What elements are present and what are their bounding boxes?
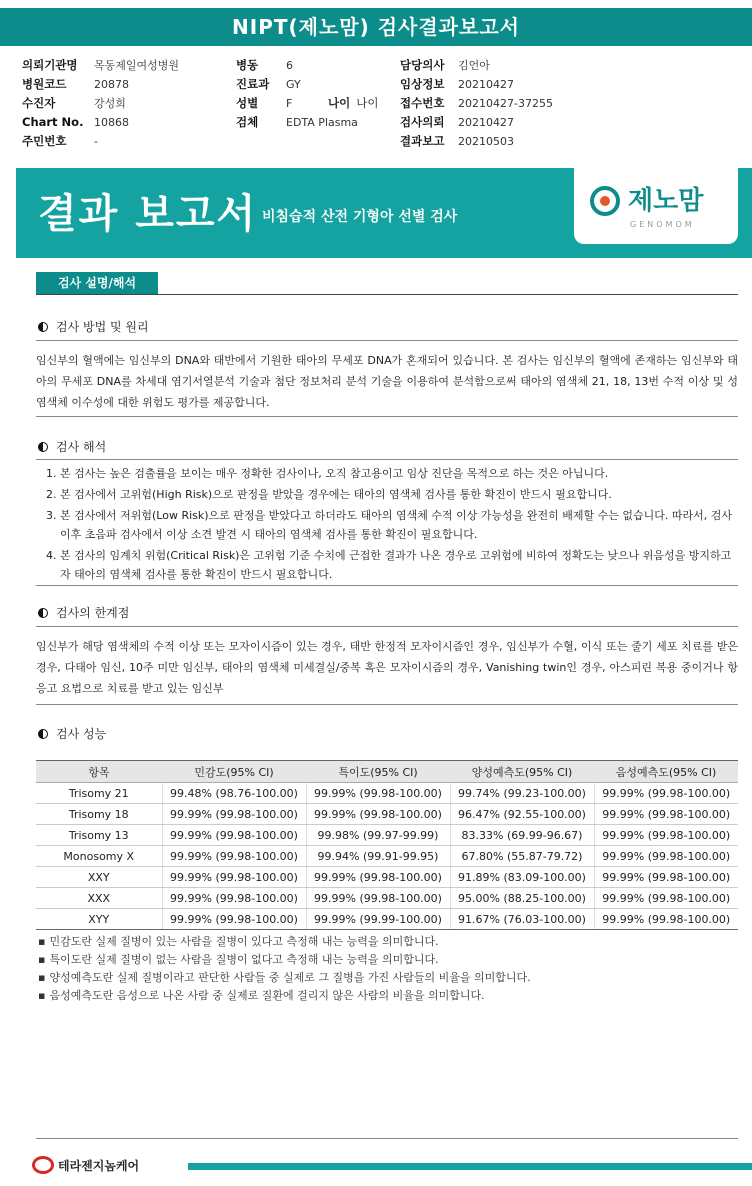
divider <box>36 416 738 417</box>
cell: XXX <box>36 888 162 909</box>
genomom-logo <box>574 168 738 244</box>
info-column-1 <box>22 56 179 151</box>
cell: 99.99% (99.98-100.00) <box>162 888 306 909</box>
cell: 83.33% (69.99-96.67) <box>450 825 594 846</box>
footer-logo <box>32 1156 139 1176</box>
cell: 99.99% (99.98-100.00) <box>594 867 738 888</box>
list-item: 2. 본 검사에서 고위험(High Risk)으로 판정을 받았을 경우에는 태아의 염색체 검사를 통한 확진이 반드시 필요합니다. <box>46 488 612 501</box>
method-text: 임신부의 혈액에는 임신부의 DNA와 태반에서 기원한 태아의 무세포 DNA가 혼재되어 있습니다. 본 검사는 임신부의 혈액에 존재하는 임신부와 태아의 무세포 DNA를 차세대 염기서열분석 기술과 첨단 정보처리 분석 기술을 이용하여 분석함으로써 태아의 염색체 21, 18, 13번 수적 이상 및 성염색체 이수성에 대한 위험도 평가를 제공합니다. <box>36 354 738 409</box>
cell: 99.99% (99.98-100.00) <box>162 909 306 930</box>
info-column-3 <box>400 56 553 151</box>
section-tab: 검사 설명/해석 <box>36 272 158 294</box>
cell: XXY <box>36 867 162 888</box>
note-item: ▪ 양성예측도란 실제 질병이라고 판단한 사람들 중 실제로 그 질병을 가진 사람들의 비율을 의미합니다. <box>38 969 531 987</box>
cell: 99.99% (99.99-100.00) <box>306 909 450 930</box>
cell: 99.99% (99.98-100.00) <box>306 867 450 888</box>
half-circle-icon <box>38 322 48 332</box>
method-heading: 검사 방법 및 원리 <box>38 318 149 335</box>
table-header-row <box>36 761 738 783</box>
column-header: 민감도(95% CI) <box>162 761 306 783</box>
table-row <box>36 846 738 867</box>
cell: 99.99% (99.98-100.00) <box>594 804 738 825</box>
cell: 99.99% (99.98-100.00) <box>162 846 306 867</box>
logo-text: 제노맘 <box>628 186 704 216</box>
report-title: NIPT(제노맘) 검사결과보고서 <box>0 8 752 46</box>
info-row: 성별 F <box>236 96 293 110</box>
age-field: 나이 나이 <box>328 96 379 110</box>
limitations-heading: 검사의 한계점 <box>38 604 129 621</box>
cell: 99.99% (99.98-100.00) <box>594 825 738 846</box>
result-banner <box>16 168 752 258</box>
cell: Trisomy 18 <box>36 804 162 825</box>
banner-title: 결과 보고서 <box>38 191 258 237</box>
cell: 99.99% (99.98-100.00) <box>594 846 738 867</box>
table-row <box>36 909 738 930</box>
interpretation-list <box>46 464 736 586</box>
cell: 99.99% (99.98-100.00) <box>594 888 738 909</box>
divider <box>36 294 738 295</box>
cell: 99.99% (99.98-100.00) <box>306 888 450 909</box>
column-header: 특이도(95% CI) <box>306 761 450 783</box>
limitations-text: 임신부가 해당 염색체의 수적 이상 또는 모자이시즘이 있는 경우, 태반 한정적 모자이시즘인 경우, 임신부가 수혈, 이식 또는 줄기 세포 치료를 받은 경우, 다태아 임신, 10주 미만 임신부, 태아의 염색체 미세결실/중복 혹은 모자이시즘의 경우, Vanishing twin인 경우, 아스피린 복용 중이거나 항 응고 요법으로 치료를 받고 있는 임신부 <box>36 640 738 695</box>
performance-notes <box>38 933 531 1005</box>
column-header: 음성예측도(95% CI) <box>594 761 738 783</box>
cell: 96.47% (92.55-100.00) <box>450 804 594 825</box>
note-item: ▪ 음성예측도란 음성으로 나온 사람 중 실제로 질환에 걸리지 않은 사람의 비율을 의미합니다. <box>38 987 531 1005</box>
performance-heading: 검사 성능 <box>38 725 106 742</box>
note-item: ▪ 민감도란 실제 질병이 있는 사람을 질병이 있다고 측정해 내는 능력을 의미합니다. <box>38 933 531 951</box>
cell: 99.48% (98.76-100.00) <box>162 783 306 804</box>
footer-company: 테라젠지놈케어 <box>58 1158 140 1173</box>
list-item: 3. 본 검사에서 저위험(Low Risk)으로 판정을 받았다고 하더라도 태아의 염색체 수적 이상 가능성을 완전히 배제할 수는 없습니다. 따라서, 검사 이후 초음파 검사에서 이상 소견 발견 시 태아의 염색체 검사를 통한 확진이 필요합니다. <box>46 509 733 541</box>
divider <box>36 626 738 627</box>
cell: Trisomy 13 <box>36 825 162 846</box>
cell: Monosomy X <box>36 846 162 867</box>
info-row: 임상정보 20210427 <box>400 77 514 91</box>
divider <box>36 340 738 341</box>
performance-table <box>36 760 738 930</box>
table-row <box>36 867 738 888</box>
note-item: ▪ 특이도란 실제 질병이 없는 사람을 질병이 없다고 측정해 내는 능력을 의미합니다. <box>38 951 531 969</box>
cell: 91.89% (83.09-100.00) <box>450 867 594 888</box>
genomom-logo-icon <box>590 186 620 216</box>
info-row: 의뢰기관명 목동제일여성병원 <box>22 58 180 72</box>
info-row: 병원코드 20878 <box>22 77 129 91</box>
cell: 99.99% (99.98-100.00) <box>306 804 450 825</box>
cell: 99.99% (99.98-100.00) <box>162 867 306 888</box>
banner-subtitle: 비침습적 산전 기형아 선별 검사 <box>262 209 458 225</box>
footer-bar <box>188 1163 752 1170</box>
cell: XYY <box>36 909 162 930</box>
table-row <box>36 804 738 825</box>
cell: 99.99% (99.98-100.00) <box>162 804 306 825</box>
cell: Trisomy 21 <box>36 783 162 804</box>
cell: 99.99% (99.98-100.00) <box>594 909 738 930</box>
cell: 91.67% (76.03-100.00) <box>450 909 594 930</box>
divider <box>36 585 738 586</box>
cell: 99.74% (99.23-100.00) <box>450 783 594 804</box>
table-row <box>36 825 738 846</box>
column-header: 항목 <box>36 761 162 783</box>
info-row: 검체 EDTA Plasma <box>236 115 358 129</box>
logo-eng: GENOMOM <box>630 220 695 229</box>
info-row: 주민번호 - <box>22 134 98 148</box>
info-row: 병동 6 <box>236 58 293 72</box>
divider <box>36 1138 738 1139</box>
half-circle-icon <box>38 608 48 618</box>
half-circle-icon <box>38 442 48 452</box>
table-row <box>36 888 738 909</box>
half-circle-icon <box>38 729 48 739</box>
info-row: 진료과 GY <box>236 77 301 91</box>
cell: 99.99% (99.98-100.00) <box>306 783 450 804</box>
theragen-logo-icon <box>32 1156 54 1174</box>
info-row: 검사의뢰 20210427 <box>400 115 514 129</box>
divider <box>36 459 738 460</box>
info-row: 결과보고 20210503 <box>400 134 514 148</box>
list-item: 4. 본 검사의 임계치 위험(Critical Risk)은 고위험 기준 수치에 근접한 결과가 나온 경우로 고위험에 비하여 정확도는 낮으나 위음성을 방지하고자 태아의 염색체 검사를 통한 확진이 반드시 필요합니다. <box>46 549 732 581</box>
info-row: Chart No. 10868 <box>22 115 129 129</box>
cell: 99.98% (99.97-99.99) <box>306 825 450 846</box>
table-row <box>36 783 738 804</box>
cell: 95.00% (88.25-100.00) <box>450 888 594 909</box>
info-row: 접수번호 20210427-37255 <box>400 96 553 110</box>
divider <box>36 704 738 705</box>
info-row: 수진자 강성희 <box>22 96 126 110</box>
interpretation-heading: 검사 해석 <box>38 438 106 455</box>
list-item: 1. 본 검사는 높은 검출률을 보이는 매우 정확한 검사이나, 오직 참고용이고 임상 진단을 목적으로 하는 것은 아닙니다. <box>46 467 609 480</box>
cell: 67.80% (55.87-79.72) <box>450 846 594 867</box>
info-row: 담당의사 김언아 <box>400 58 490 72</box>
cell: 99.99% (99.98-100.00) <box>594 783 738 804</box>
column-header: 양성예측도(95% CI) <box>450 761 594 783</box>
cell: 99.94% (99.91-99.95) <box>306 846 450 867</box>
cell: 99.99% (99.98-100.00) <box>162 825 306 846</box>
